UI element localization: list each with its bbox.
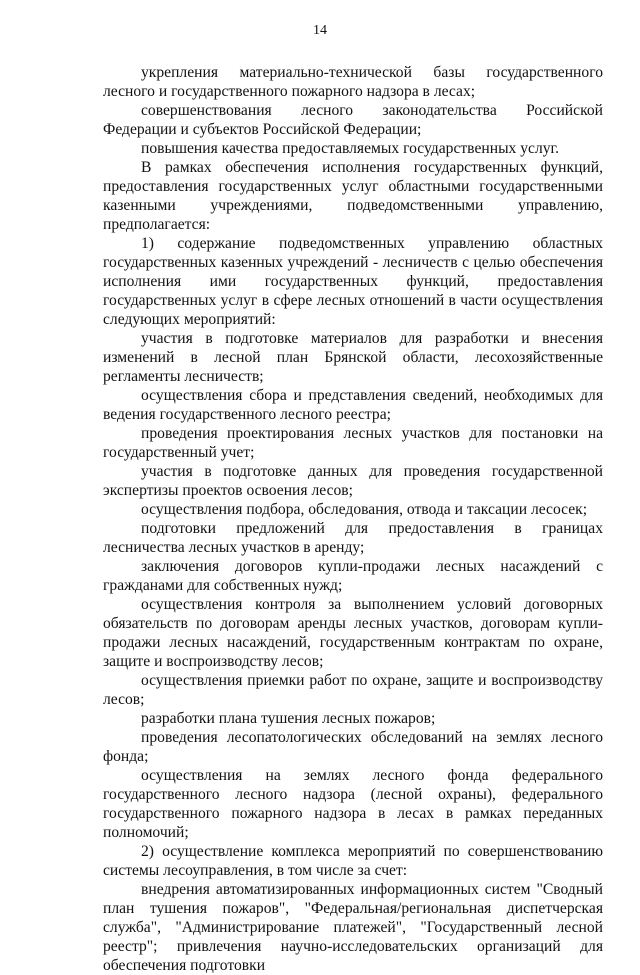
paragraph: 1) содержание подведомственных управлению областных государственных казенных учреждений - лесничеств с целью обеспечения исполнения ими государственных функций, предоставления государственных услуг в сфере лесных отношений в части осуществления следующих мероприятий: (103, 235, 603, 328)
paragraph: проведения проектирования лесных участков для постановки на государственный учет; (103, 425, 603, 461)
paragraph: осуществления подбора, обследования, отвода и таксации лесосек; (141, 501, 588, 518)
paragraph: разработки плана тушения лесных пожаров; (141, 710, 436, 727)
paragraph: участия в подготовке материалов для разработки и внесения изменений в лесной план Брянской области, лесохозяйственные регламенты лесничеств; (103, 330, 603, 385)
paragraph: участия в подготовке данных для проведения государственной экспертизы проектов освоения лесов; (103, 463, 603, 499)
body-text (103, 63, 603, 975)
paragraph: повышения качества предоставляемых государственных услуг. (141, 140, 560, 157)
page-number: 14 (313, 23, 327, 38)
paragraph: В рамках обеспечения исполнения государственных функций, предоставления государственных услуг областными государственными казенными учреждениями, подведомственными управлению, предполагается: (103, 159, 603, 233)
paragraph: подготовки предложений для предоставления в границах лесничества лесных участков в аренду; (103, 520, 603, 556)
paragraph: осуществления приемки работ по охране, защите и воспроизводству лесов; (103, 672, 603, 708)
paragraph: проведения лесопатологических обследований на землях лесного фонда; (103, 729, 603, 765)
paragraph: осуществления контроля за выполнением условий договорных обязательств по договорам аренды лесных участков, договорам купли-продажи лесных насаждений, государственным контрактам по охране, защите и воспроизводству лесов; (103, 596, 603, 670)
paragraph: осуществления сбора и представления сведений, необходимых для ведения государственного лесного реестра; (103, 387, 603, 423)
paragraph: совершенствования лесного законодательства Российской Федерации и субъектов Российской Федерации; (103, 102, 603, 138)
paragraph: внедрения автоматизированных информационных систем "Сводный план тушения пожаров", "Федеральная/региональная диспетчерская служба", "Администрирование платежей", "Государственный лесной реестр"; привлечения научно-исследовательских организаций для обеспечения подготовки (103, 881, 603, 974)
paragraph: 2) осуществление комплекса мероприятий по совершенствованию системы лесоуправления, в том числе за счет: (103, 843, 603, 879)
paragraph: укрепления материально-технической базы государственного лесного и государственного пожарного надзора в лесах; (103, 64, 603, 100)
paragraph: осуществления на землях лесного фонда федерального государственного лесного надзора (лесной охраны), федерального государственного пожарного надзора в лесах в рамках переданных полномочий; (103, 767, 603, 841)
paragraph: заключения договоров купли-продажи лесных насаждений с гражданами для собственных нужд; (103, 558, 603, 594)
